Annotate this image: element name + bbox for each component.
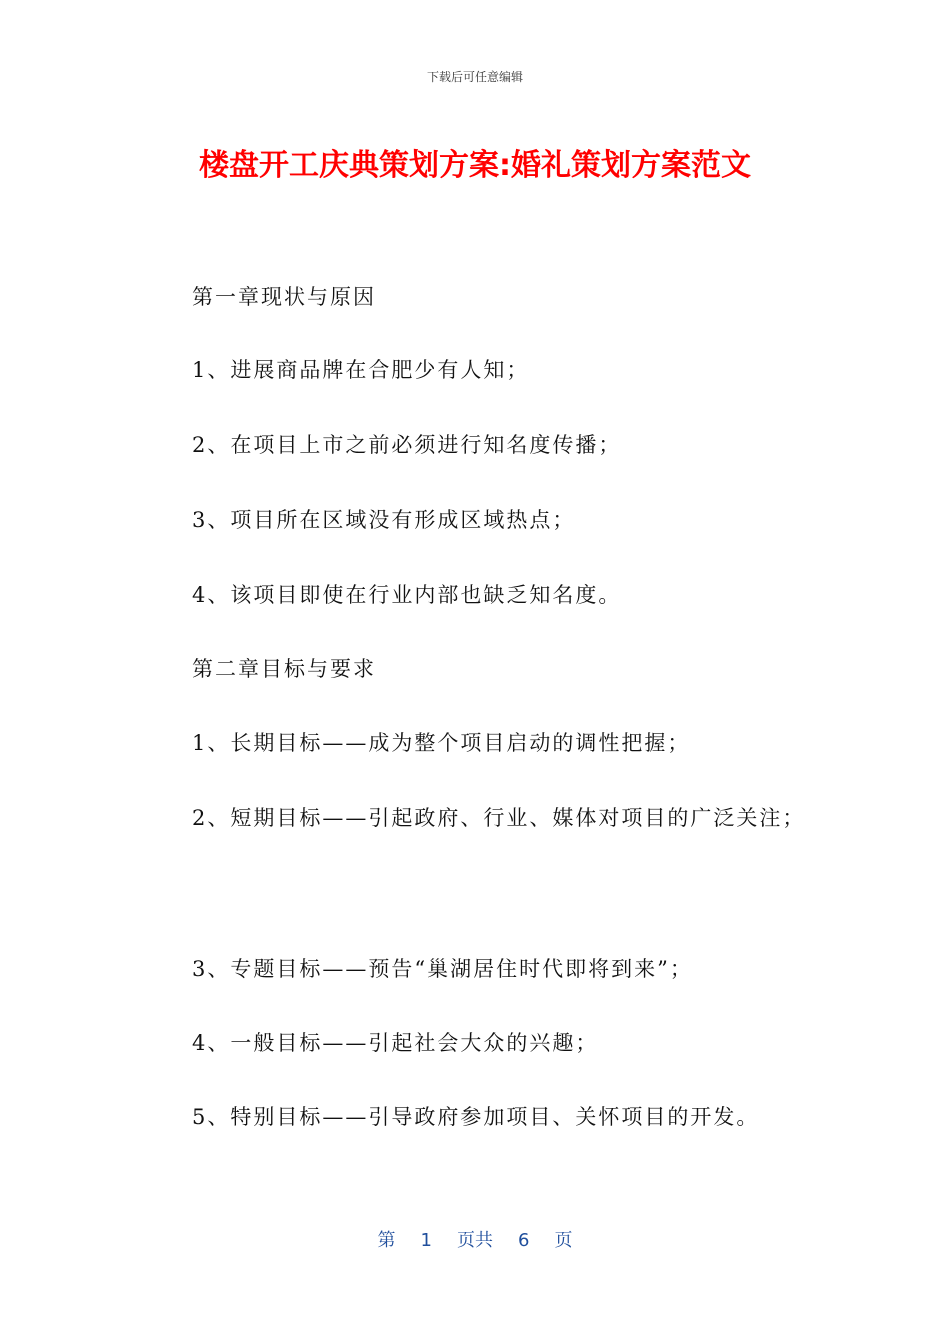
paragraph-line: 3、项目所在区域没有形成区域热点；: [192, 508, 576, 532]
paragraph-line: 5、特别目标——引导政府参加项目、关怀项目的开发。: [192, 1105, 760, 1129]
paragraph-line: 1、进展商品牌在合肥少有人知；: [192, 358, 530, 382]
paragraph-line: 4、该项目即使在行业内部也缺乏知名度。: [192, 583, 622, 607]
paragraph-line: 3、专题目标——预告“巢湖居住时代即将到来”；: [192, 957, 693, 981]
footer-prefix: 第: [377, 1230, 396, 1251]
chapter-heading: 第二章目标与要求: [192, 657, 376, 681]
paragraph-line: 2、在项目上市之前必须进行知名度传播；: [192, 433, 622, 457]
paragraph-line: 1、长期目标——成为整个项目启动的调性把握；: [192, 731, 691, 755]
document-title: 楼盘开工庆典策划方案:婚礼策划方案范文: [199, 148, 751, 183]
paragraph-line: 2、短期目标——引起政府、行业、媒体对项目的广泛关注；: [192, 806, 806, 830]
chapter-heading: 第一章现状与原因: [192, 285, 376, 309]
paragraph-line: 4、一般目标——引起社会大众的兴趣；: [192, 1031, 599, 1055]
footer-middle: 页共: [457, 1230, 493, 1251]
footer-current-page: 1: [420, 1230, 432, 1251]
header-note: 下载后可任意编辑: [426, 70, 523, 84]
footer-total-pages: 6: [518, 1230, 530, 1251]
footer-suffix: 页: [554, 1230, 573, 1251]
page-footer: [0, 1226, 950, 1252]
